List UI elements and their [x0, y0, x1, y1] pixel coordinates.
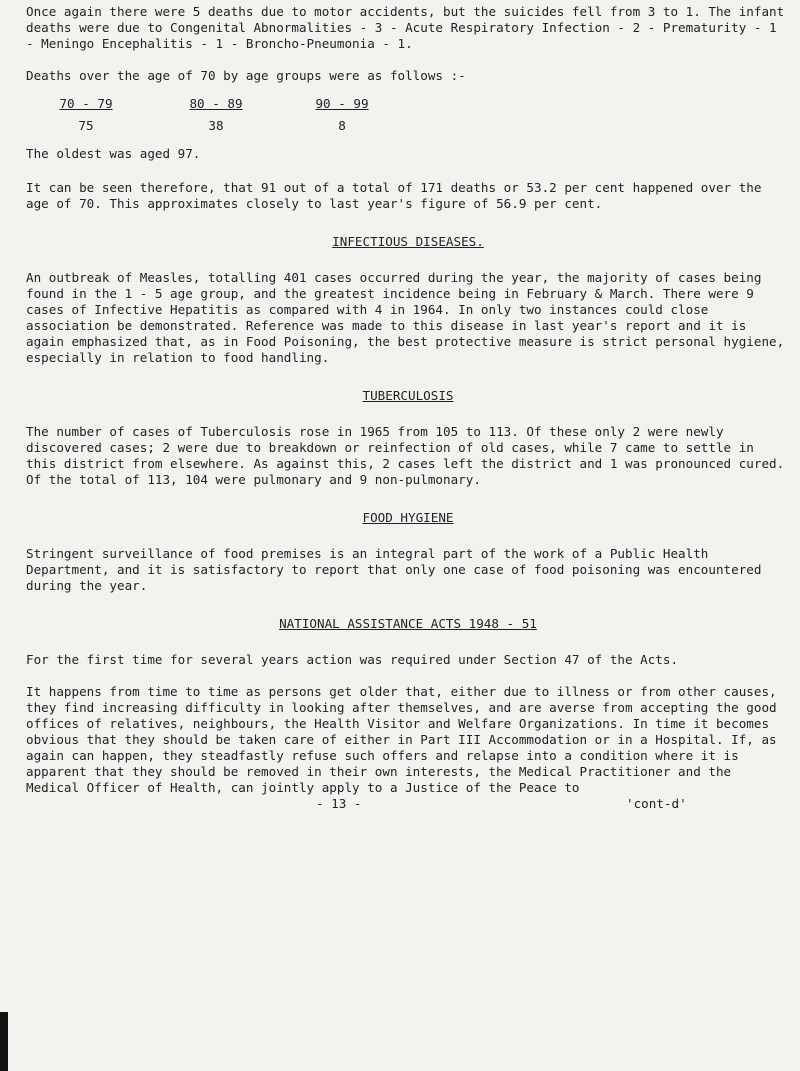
conclusion-paragraph: It can be seen therefore, that 91 out of a total of 171 deaths or 53.2 per cent happened over the age of 70. This approximates closely to last year's figure of 56.9 per cent.: [26, 180, 762, 211]
continued-marker: 'cont-d': [626, 796, 687, 811]
age-range: 80 - 89: [189, 96, 243, 111]
age-range: 70 - 79: [59, 96, 113, 111]
section-heading-food-hygiene: FOOD HYGIENE: [362, 510, 454, 525]
intro-paragraph: Once again there were 5 deaths due to motor accidents, but the suicides fell from 3 to 1. The infant deaths were due to Congenital Abnormalities - 3 - Acute Respiratory Infection - 2 - Prematurity - 1 - Meningo Encephalitis - 1 - Broncho-Pneumonia - 1.: [26, 4, 785, 51]
infectious-diseases-paragraph: An outbreak of Measles, totalling 401 cases occurred during the year, the majority of cases being found in the 1 - 5 age group, and the greatest incidence being in February & March. There were 9 cases of Infective Hepatitis as compared with 4 in 1964. In only two instances could close association be demonstrated. Reference was made to this disease in last year's report and it is again emphasized that, as in Food Poisoning, the best protective measure is strict personal hygiene, especially in relation to food handling.: [26, 270, 785, 365]
age-count: 75: [78, 118, 94, 133]
age-group-90-99: [312, 96, 372, 134]
tuberculosis-paragraph: The number of cases of Tuberculosis rose in 1965 from 105 to 113. Of these only 2 were newly discovered cases; 2 were due to breakdown or reinfection of old cases, while 7 came to settle in this district from elsewhere. As against this, 2 cases left the district and 1 was pronounced cured. Of the total of 113, 104 were pulmonary and 9 non-pulmonary.: [26, 424, 785, 487]
age-group-70-79: [56, 96, 116, 134]
scan-edge-mark: [0, 1012, 8, 1071]
age-count: 38: [208, 118, 224, 133]
age-group-80-89: [186, 96, 246, 134]
page-number: - 13 -: [316, 796, 362, 811]
section-heading-infectious-diseases: INFECTIOUS DISEASES.: [332, 234, 484, 249]
food-hygiene-paragraph: Stringent surveillance of food premises is an integral part of the work of a Public Health Department, and it is satisfactory to report that only one case of food poisoning was encountered during the year.: [26, 546, 762, 593]
age-groups-intro: Deaths over the age of 70 by age groups were as follows :-: [26, 68, 466, 83]
age-count: 8: [338, 118, 346, 133]
oldest-paragraph: The oldest was aged 97.: [26, 146, 201, 161]
age-range: 90 - 99: [315, 96, 369, 111]
document-page: [26, 0, 790, 816]
national-assistance-paragraph-1: For the first time for several years action was required under Section 47 of the Acts.: [26, 652, 679, 667]
age-groups-table: [26, 96, 790, 146]
section-heading-tuberculosis: TUBERCULOSIS: [362, 388, 454, 403]
national-assistance-paragraph-2: It happens from time to time as persons get older that, either due to illness or from other causes, they find increasing difficulty in looking after themselves, and are averse from accepting the good offices of relatives, neighbours, the Health Visitor and Welfare Organizations. In time it becomes obvious that they should be taken care of either in Part III Accommodation or in a Hospital. If, as again can happen, they steadfastly refuse such offers and relapse into a condition where it is apparent that they should be removed in their own interests, the Medical Practitioner and the Medical Officer of Health, can jointly apply to a Justice of the Peace to: [26, 684, 777, 795]
section-heading-national-assistance-acts: NATIONAL ASSISTANCE ACTS 1948 - 51: [279, 616, 537, 631]
page-footer: [26, 796, 790, 816]
